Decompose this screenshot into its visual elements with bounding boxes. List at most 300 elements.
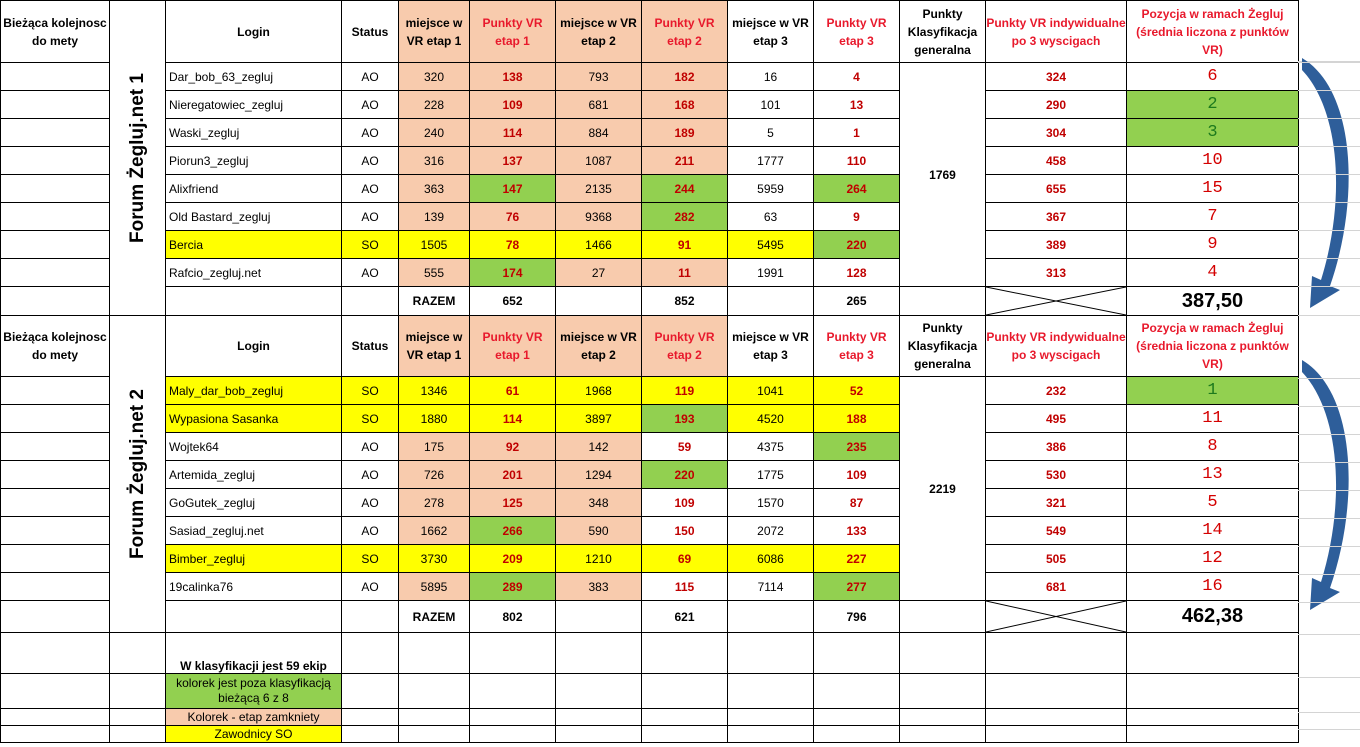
login-cell[interactable]: 19calinka76 — [166, 573, 342, 601]
table-row — [1, 91, 1299, 119]
m2-cell: 681 — [556, 91, 642, 119]
p2-cell: 115 — [642, 573, 728, 601]
empty-cell — [1127, 726, 1299, 743]
indywidualne-cell: 549 — [986, 517, 1127, 545]
m3-cell: 7114 — [728, 573, 814, 601]
p3-cell: 235 — [814, 433, 900, 461]
m3-cell: 5 — [728, 119, 814, 147]
m1-cell: 175 — [399, 433, 470, 461]
grid-line — [1298, 90, 1360, 91]
razem-p1: 802 — [470, 601, 556, 633]
header-p1: Punkty VR etap 1 — [470, 316, 556, 377]
m3-cell: 101 — [728, 91, 814, 119]
pozycja-cell: 14 — [1127, 517, 1299, 545]
empty-cell — [556, 601, 642, 633]
m1-cell: 228 — [399, 91, 470, 119]
status-cell: AO — [342, 489, 399, 517]
table-row — [1, 119, 1299, 147]
login-cell[interactable]: GoGutek_zegluj — [166, 489, 342, 517]
table-row — [1, 489, 1299, 517]
m1-cell: 5895 — [399, 573, 470, 601]
grid-line — [1298, 378, 1360, 379]
pozycja-cell: 3 — [1127, 119, 1299, 147]
m1-cell: 139 — [399, 203, 470, 231]
bieza-cell — [1, 433, 110, 461]
p2-cell: 69 — [642, 545, 728, 573]
bieza-cell — [1, 147, 110, 175]
m1-cell: 555 — [399, 259, 470, 287]
table-row — [1, 377, 1299, 405]
m2-cell: 1087 — [556, 147, 642, 175]
pozycja-cell: 8 — [1127, 433, 1299, 461]
grid-line — [1298, 729, 1360, 730]
razem-row — [1, 601, 1299, 633]
pozycja-cell: 6 — [1127, 63, 1299, 91]
bieza-cell — [1, 601, 110, 633]
header-row — [1, 1, 1299, 63]
empty-cell — [986, 709, 1127, 726]
m3-cell: 2072 — [728, 517, 814, 545]
indywidualne-cell: 304 — [986, 119, 1127, 147]
header-bieza: Bieżąca kolejnosc do mety — [1, 316, 110, 377]
pozycja-cell: 11 — [1127, 405, 1299, 433]
indywidualne-cell: 505 — [986, 545, 1127, 573]
m3-cell: 4520 — [728, 405, 814, 433]
grid-line — [1298, 118, 1360, 119]
grid-line — [1298, 518, 1360, 519]
p2-cell: 244 — [642, 175, 728, 203]
bieza-cell — [1, 287, 110, 316]
p1-cell: 78 — [470, 231, 556, 259]
legend-title: W klasyfikacji jest 59 ekip — [166, 633, 342, 674]
table-row — [1, 259, 1299, 287]
empty-cell — [986, 726, 1127, 743]
empty-cell — [399, 726, 470, 743]
grid-line — [1298, 490, 1360, 491]
login-cell[interactable]: Alixfriend — [166, 175, 342, 203]
legend-row — [1, 633, 1299, 674]
pozycja-cell: 15 — [1127, 175, 1299, 203]
pozycja-cell: 7 — [1127, 203, 1299, 231]
m3-cell: 5495 — [728, 231, 814, 259]
header-p3: Punkty VR etap 3 — [814, 1, 900, 63]
m3-cell: 1570 — [728, 489, 814, 517]
status-cell: SO — [342, 231, 399, 259]
header-indywidualne: Punkty VR indywidualne po 3 wyscigach — [986, 316, 1127, 377]
table-row — [1, 63, 1299, 91]
grid-line — [1298, 146, 1360, 147]
legend-peach: Kolorek - etap zamkniety — [166, 709, 342, 726]
team-name — [110, 316, 166, 633]
empty-cell — [342, 633, 399, 674]
header-pozycja: Pozycja w ramach Żegluj (średnia liczona z punktów VR) — [1127, 1, 1299, 63]
status-cell: AO — [342, 175, 399, 203]
team-name — [110, 1, 166, 316]
empty-cell — [900, 601, 986, 633]
empty-cell — [110, 726, 166, 743]
header-m2: miejsce w VR etap 2 — [556, 1, 642, 63]
header-bieza: Bieżąca kolejnosc do mety — [1, 1, 110, 63]
bieza-cell — [1, 405, 110, 433]
bieza-cell — [1, 203, 110, 231]
razem-p2: 852 — [642, 287, 728, 316]
crossed-cell — [986, 601, 1127, 633]
p3-cell: 9 — [814, 203, 900, 231]
status-cell: AO — [342, 91, 399, 119]
team-average: 387,50 — [1127, 287, 1299, 316]
grid-line — [1298, 62, 1360, 63]
p1-cell: 138 — [470, 63, 556, 91]
empty-cell — [110, 709, 166, 726]
grid-line — [1298, 174, 1360, 175]
indywidualne-cell: 313 — [986, 259, 1127, 287]
empty-cell — [110, 674, 166, 709]
empty-cell — [166, 287, 342, 316]
bieza-cell — [1, 517, 110, 545]
p3-cell: 188 — [814, 405, 900, 433]
login-cell[interactable]: Wojtek64 — [166, 433, 342, 461]
m2-cell: 793 — [556, 63, 642, 91]
header-indywidualne: Punkty VR indywidualne po 3 wyscigach — [986, 1, 1127, 63]
table-row — [1, 573, 1299, 601]
indywidualne-cell: 367 — [986, 203, 1127, 231]
empty-cell — [986, 674, 1127, 709]
empty-cell — [728, 726, 814, 743]
p2-cell: 150 — [642, 517, 728, 545]
crossed-cell — [986, 287, 1127, 316]
header-klasyfikacja: Punkty Klasyfikacja generalna — [900, 1, 986, 63]
p2-cell: 193 — [642, 405, 728, 433]
team-name-label: Forum Żegluj.net 1 — [126, 73, 148, 243]
p3-cell: 277 — [814, 573, 900, 601]
m1-cell: 726 — [399, 461, 470, 489]
p3-cell: 1 — [814, 119, 900, 147]
p3-cell: 110 — [814, 147, 900, 175]
empty-cell — [342, 674, 399, 709]
login-cell[interactable]: Waski_zegluj — [166, 119, 342, 147]
klasyfikacja-cell: 1769 — [900, 63, 986, 287]
empty-cell — [342, 709, 399, 726]
indywidualne-cell: 290 — [986, 91, 1127, 119]
indywidualne-cell: 495 — [986, 405, 1127, 433]
empty-cell — [642, 726, 728, 743]
m2-cell: 884 — [556, 119, 642, 147]
empty-cell — [1, 674, 110, 709]
empty-cell — [814, 674, 900, 709]
p1-cell: 147 — [470, 175, 556, 203]
login-cell[interactable]: Piorun3_zegluj — [166, 147, 342, 175]
team-name-label: Forum Żegluj.net 2 — [126, 389, 148, 559]
login-cell[interactable]: Maly_dar_bob_zegluj — [166, 377, 342, 405]
legend-row — [1, 674, 1299, 709]
p1-cell: 201 — [470, 461, 556, 489]
status-cell: AO — [342, 63, 399, 91]
grid-line — [1298, 634, 1360, 635]
login-cell[interactable]: Dar_bob_63_zegluj — [166, 63, 342, 91]
header-p2: Punkty VR etap 2 — [642, 1, 728, 63]
p2-cell: 59 — [642, 433, 728, 461]
empty-cell — [728, 709, 814, 726]
pozycja-cell: 16 — [1127, 573, 1299, 601]
status-cell: SO — [342, 545, 399, 573]
m3-cell: 63 — [728, 203, 814, 231]
grid-line — [1298, 315, 1360, 316]
p1-cell: 61 — [470, 377, 556, 405]
p1-cell: 209 — [470, 545, 556, 573]
empty-cell — [470, 726, 556, 743]
m2-cell: 3897 — [556, 405, 642, 433]
status-cell: AO — [342, 573, 399, 601]
status-cell: AO — [342, 203, 399, 231]
bieza-cell — [1, 461, 110, 489]
table-row — [1, 147, 1299, 175]
m1-cell: 1505 — [399, 231, 470, 259]
indywidualne-cell: 386 — [986, 433, 1127, 461]
p3-cell: 87 — [814, 489, 900, 517]
grid-line — [1298, 406, 1360, 407]
arrow-icon-team2 — [1296, 352, 1360, 617]
empty-cell — [728, 287, 814, 316]
empty-cell — [110, 633, 166, 674]
grid-line — [1298, 712, 1360, 713]
team-average: 462,38 — [1127, 601, 1299, 633]
login-cell[interactable]: Nieregatowiec_zegluj — [166, 91, 342, 119]
bieza-cell — [1, 231, 110, 259]
grid-line — [1298, 602, 1360, 603]
klasyfikacja-cell: 2219 — [900, 377, 986, 601]
p1-cell: 114 — [470, 119, 556, 147]
bieza-cell — [1, 119, 110, 147]
grid-line — [1298, 286, 1360, 287]
empty-cell — [399, 674, 470, 709]
indywidualne-cell: 681 — [986, 573, 1127, 601]
header-m3: miejsce w VR etap 3 — [728, 1, 814, 63]
m1-cell: 316 — [399, 147, 470, 175]
p3-cell: 109 — [814, 461, 900, 489]
p1-cell: 109 — [470, 91, 556, 119]
header-row — [1, 316, 1299, 377]
empty-cell — [900, 287, 986, 316]
m2-cell: 1210 — [556, 545, 642, 573]
grid-line — [1298, 230, 1360, 231]
bieza-cell — [1, 63, 110, 91]
empty-cell — [986, 633, 1127, 674]
pozycja-cell: 4 — [1127, 259, 1299, 287]
empty-cell — [1, 709, 110, 726]
p3-cell: 264 — [814, 175, 900, 203]
razem-p3: 265 — [814, 287, 900, 316]
empty-cell — [814, 709, 900, 726]
p1-cell: 289 — [470, 573, 556, 601]
empty-cell — [642, 633, 728, 674]
p3-cell: 128 — [814, 259, 900, 287]
m2-cell: 348 — [556, 489, 642, 517]
grid-line — [1298, 574, 1360, 575]
empty-cell — [556, 674, 642, 709]
header-p1: Punkty VR etap 1 — [470, 1, 556, 63]
login-cell[interactable]: Artemida_zegluj — [166, 461, 342, 489]
bieza-cell — [1, 377, 110, 405]
indywidualne-cell: 458 — [986, 147, 1127, 175]
header-status: Status — [342, 1, 399, 63]
p1-cell: 76 — [470, 203, 556, 231]
login-cell[interactable]: Wypasiona Sasanka — [166, 405, 342, 433]
p2-cell: 168 — [642, 91, 728, 119]
p1-cell: 114 — [470, 405, 556, 433]
m1-cell: 3730 — [399, 545, 470, 573]
p3-cell: 52 — [814, 377, 900, 405]
m2-cell: 383 — [556, 573, 642, 601]
login-cell[interactable]: Bimber_zegluj — [166, 545, 342, 573]
empty-cell — [470, 633, 556, 674]
empty-cell — [1127, 633, 1299, 674]
p1-cell: 125 — [470, 489, 556, 517]
pozycja-cell: 5 — [1127, 489, 1299, 517]
header-klasyfikacja: Punkty Klasyfikacja generalna — [900, 316, 986, 377]
p3-cell: 220 — [814, 231, 900, 259]
p2-cell: 189 — [642, 119, 728, 147]
m2-cell: 27 — [556, 259, 642, 287]
grid-line — [1298, 462, 1360, 463]
indywidualne-cell: 655 — [986, 175, 1127, 203]
table-row — [1, 203, 1299, 231]
m1-cell: 1346 — [399, 377, 470, 405]
empty-cell — [814, 633, 900, 674]
pozycja-cell: 12 — [1127, 545, 1299, 573]
bieza-cell — [1, 91, 110, 119]
m2-cell: 9368 — [556, 203, 642, 231]
table-row — [1, 231, 1299, 259]
empty-cell — [556, 633, 642, 674]
p2-cell: 109 — [642, 489, 728, 517]
login-cell[interactable]: Sasiad_zegluj.net — [166, 517, 342, 545]
p3-cell: 4 — [814, 63, 900, 91]
p2-cell: 91 — [642, 231, 728, 259]
pozycja-cell: 13 — [1127, 461, 1299, 489]
empty-cell — [556, 709, 642, 726]
razem-label: RAZEM — [399, 601, 470, 633]
empty-cell — [642, 674, 728, 709]
razem-p2: 621 — [642, 601, 728, 633]
header-m2: miejsce w VR etap 2 — [556, 316, 642, 377]
grid-line — [1298, 434, 1360, 435]
header-p3: Punkty VR etap 3 — [814, 316, 900, 377]
empty-cell — [399, 633, 470, 674]
login-cell[interactable]: Old Bastard_zegluj — [166, 203, 342, 231]
header-login: Login — [166, 316, 342, 377]
header-m1: miejsce w VR etap 1 — [399, 1, 470, 63]
p1-cell: 174 — [470, 259, 556, 287]
status-cell: SO — [342, 405, 399, 433]
m3-cell: 1777 — [728, 147, 814, 175]
p3-cell: 13 — [814, 91, 900, 119]
p2-cell: 11 — [642, 259, 728, 287]
m3-cell: 4375 — [728, 433, 814, 461]
razem-p1: 652 — [470, 287, 556, 316]
m1-cell: 1880 — [399, 405, 470, 433]
empty-cell — [900, 633, 986, 674]
empty-cell — [342, 601, 399, 633]
m2-cell: 1294 — [556, 461, 642, 489]
empty-cell — [1127, 709, 1299, 726]
table-row — [1, 461, 1299, 489]
empty-cell — [342, 726, 399, 743]
m3-cell: 6086 — [728, 545, 814, 573]
empty-cell — [728, 674, 814, 709]
m2-cell: 142 — [556, 433, 642, 461]
grid-line — [1298, 202, 1360, 203]
indywidualne-cell: 321 — [986, 489, 1127, 517]
empty-cell — [556, 287, 642, 316]
m2-cell: 1466 — [556, 231, 642, 259]
header-pozycja: Pozycja w ramach Żegluj (średnia liczona z punktów VR) — [1127, 316, 1299, 377]
bieza-cell — [1, 545, 110, 573]
table-row — [1, 545, 1299, 573]
p1-cell: 92 — [470, 433, 556, 461]
empty-cell — [900, 726, 986, 743]
bieza-cell — [1, 175, 110, 203]
empty-cell — [900, 709, 986, 726]
login-cell[interactable]: Rafcio_zegluj.net — [166, 259, 342, 287]
razem-label: RAZEM — [399, 287, 470, 316]
status-cell: AO — [342, 461, 399, 489]
grid-line — [1298, 546, 1360, 547]
status-cell: AO — [342, 517, 399, 545]
bieza-cell — [1, 489, 110, 517]
bieza-cell — [1, 573, 110, 601]
empty-cell — [556, 726, 642, 743]
header-login: Login — [166, 1, 342, 63]
p3-cell: 133 — [814, 517, 900, 545]
table-row — [1, 175, 1299, 203]
m3-cell: 16 — [728, 63, 814, 91]
empty-cell — [900, 674, 986, 709]
empty-cell — [1127, 674, 1299, 709]
m2-cell: 1968 — [556, 377, 642, 405]
legend-row — [1, 726, 1299, 743]
empty-cell — [728, 601, 814, 633]
status-cell: AO — [342, 119, 399, 147]
indywidualne-cell: 530 — [986, 461, 1127, 489]
empty-cell — [166, 601, 342, 633]
razem-p3: 796 — [814, 601, 900, 633]
p2-cell: 119 — [642, 377, 728, 405]
header-m3: miejsce w VR etap 3 — [728, 316, 814, 377]
table-row — [1, 405, 1299, 433]
p2-cell: 220 — [642, 461, 728, 489]
login-cell[interactable]: Bercia — [166, 231, 342, 259]
indywidualne-cell: 389 — [986, 231, 1127, 259]
bieza-cell — [1, 259, 110, 287]
p2-cell: 282 — [642, 203, 728, 231]
empty-cell — [1, 633, 110, 674]
m3-cell: 1775 — [728, 461, 814, 489]
empty-cell — [342, 287, 399, 316]
grid-line — [1298, 258, 1360, 259]
legend-yellow: Zawodnicy SO — [166, 726, 342, 743]
m3-cell: 5959 — [728, 175, 814, 203]
m3-cell: 1041 — [728, 377, 814, 405]
empty-cell — [728, 633, 814, 674]
status-cell: AO — [342, 259, 399, 287]
empty-cell — [1, 726, 110, 743]
empty-cell — [470, 709, 556, 726]
table-row — [1, 433, 1299, 461]
p1-cell: 266 — [470, 517, 556, 545]
empty-cell — [470, 674, 556, 709]
m1-cell: 363 — [399, 175, 470, 203]
pozycja-cell: 1 — [1127, 377, 1299, 405]
